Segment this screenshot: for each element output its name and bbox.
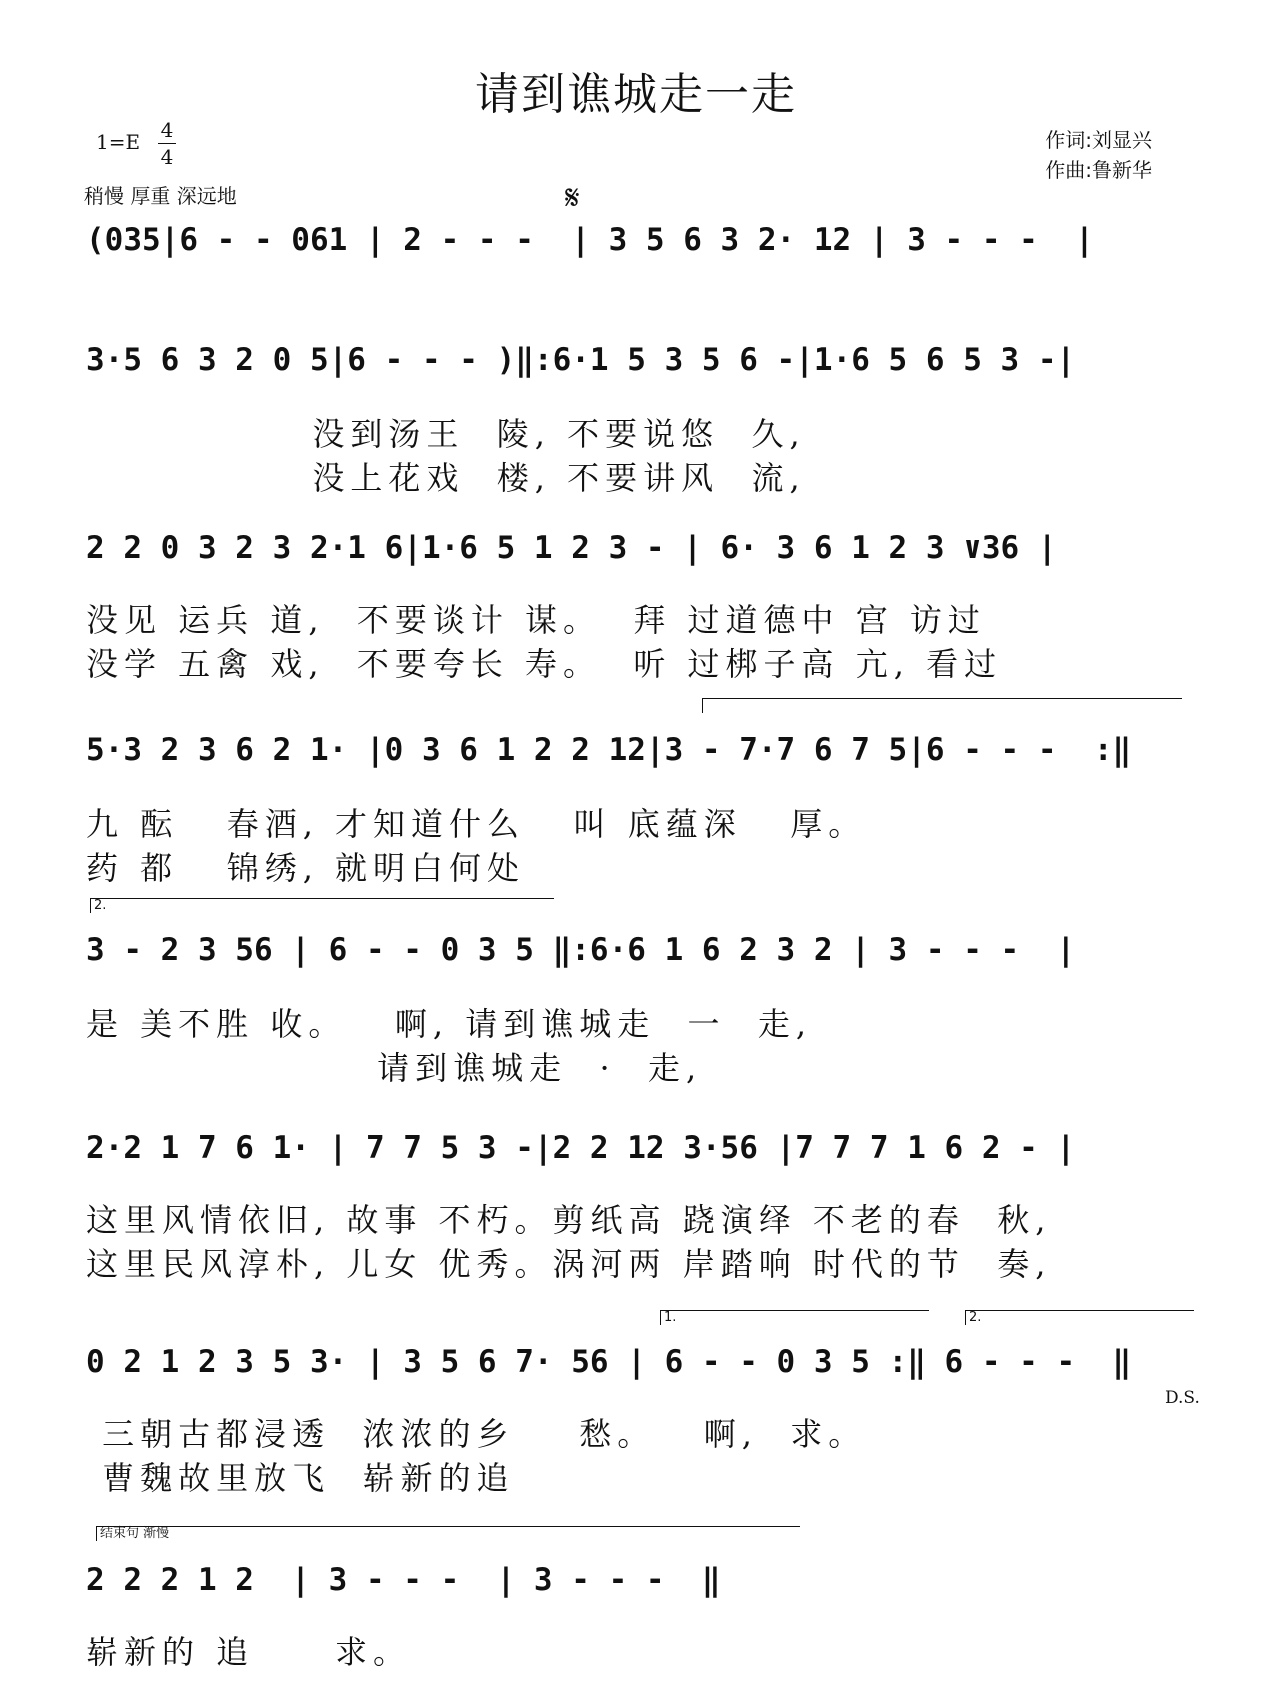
lyric-row-3-verse-2: 没学 五禽 戏, 不要夸长 寿。 听 过梆子高 亢, 看过 xyxy=(86,645,1003,683)
lyric-row-5-verse-2: 请到谯城走 · 走, xyxy=(86,1049,703,1087)
time-signature xyxy=(158,118,176,169)
coda-bracket: 结束句 渐慢 xyxy=(96,1526,800,1541)
ending-bracket-row-4 xyxy=(702,698,1182,713)
tempo-marking: 稍慢 厚重 深远地 xyxy=(84,184,237,208)
ending-2-bracket: 2. xyxy=(965,1310,1194,1325)
composer: 作曲:鲁新华 xyxy=(1045,158,1152,182)
lyric-row-3-verse-1: 没见 运兵 道, 不要谈计 谋。 拜 过道德中 宫 访过 xyxy=(86,601,986,639)
notation-row-5: 3 - 2 3 56 | 6 - - 0 3 5 ‖:6·6 1 6 2 3 2 | 3 - - - | xyxy=(86,932,1076,968)
notation-row-8: 2 2 2 1 2 | 3 - - - | 3 - - - ‖ xyxy=(86,1562,721,1598)
notation-row-1: (035|6 - - 061 | 2 - - - | 3 5 6 3 2· 12 | 3 - - - | xyxy=(86,222,1094,258)
lyric-row-7-verse-1: 三朝古都浸透 浓浓的乡 愁。 啊, 求。 xyxy=(86,1415,867,1453)
notation-row-3: 2 2 0 3 2 3 2·1 6|1·6 5 1 2 3 - | 6· 3 6 1 2 3 ∨36 | xyxy=(86,530,1057,566)
lyric-row-7-verse-2: 曹魏故里放飞 崭新的追 xyxy=(86,1459,515,1497)
lyric-row-4-verse-2: 药 都 锦绣, 就明白何处 xyxy=(86,849,526,887)
notation-row-2: 3·5 6 3 2 0 5|6 - - - )‖:6·1 5 3 5 6 -|1·6 5 6 5 3 -| xyxy=(86,342,1076,378)
notation-row-6: 2·2 1 7 6 1· | 7 7 5 3 -|2 2 12 3·56 |7 7 7 1 6 2 - | xyxy=(86,1130,1076,1166)
lyric-row-5-verse-1: 是 美不胜 收。 啊, 请到谯城走 一 走, xyxy=(86,1005,813,1043)
segno-sign: 𝄋 xyxy=(565,178,580,218)
dal-segno-mark: D.S. xyxy=(1165,1388,1200,1408)
lyricist: 作词:刘显兴 xyxy=(1045,128,1152,152)
song-title: 请到谯城走一走 xyxy=(475,69,797,120)
key-signature: 1=E xyxy=(96,130,141,154)
ending-2-bracket-row-5: 2. xyxy=(90,898,554,913)
time-top: 4 xyxy=(160,118,174,142)
lyric-row-4-verse-1: 九 酝 春酒, 才知道什么 叫 底蕴深 厚。 xyxy=(86,805,867,843)
lyric-row-8: 崭新的 追 求。 xyxy=(86,1633,412,1671)
notation-row-4: 5·3 2 3 6 2 1· |0 3 6 1 2 2 12|3 - 7·7 6 7 5|6 - - - :‖ xyxy=(86,732,1132,768)
lyric-row-6-verse-2: 这里民风淳朴, 儿女 优秀。涡河两 岸踏响 时代的节 奏, xyxy=(86,1245,1052,1283)
notation-row-7: 0 2 1 2 3 5 3· | 3 5 6 7· 56 | 6 - - 0 3 5 :‖ 6 - - - ‖ xyxy=(86,1344,1132,1380)
time-bottom: 4 xyxy=(160,145,174,169)
lyric-row-2-verse-1: 没到汤王 陵, 不要说悠 久, xyxy=(86,415,806,453)
lyric-row-6-verse-1: 这里风情依旧, 故事 不朽。剪纸高 跷演绎 不老的春 秋, xyxy=(86,1201,1052,1239)
lyric-row-2-verse-2: 没上花戏 楼, 不要讲风 流, xyxy=(86,459,806,497)
ending-1-bracket: 1. xyxy=(660,1310,929,1325)
